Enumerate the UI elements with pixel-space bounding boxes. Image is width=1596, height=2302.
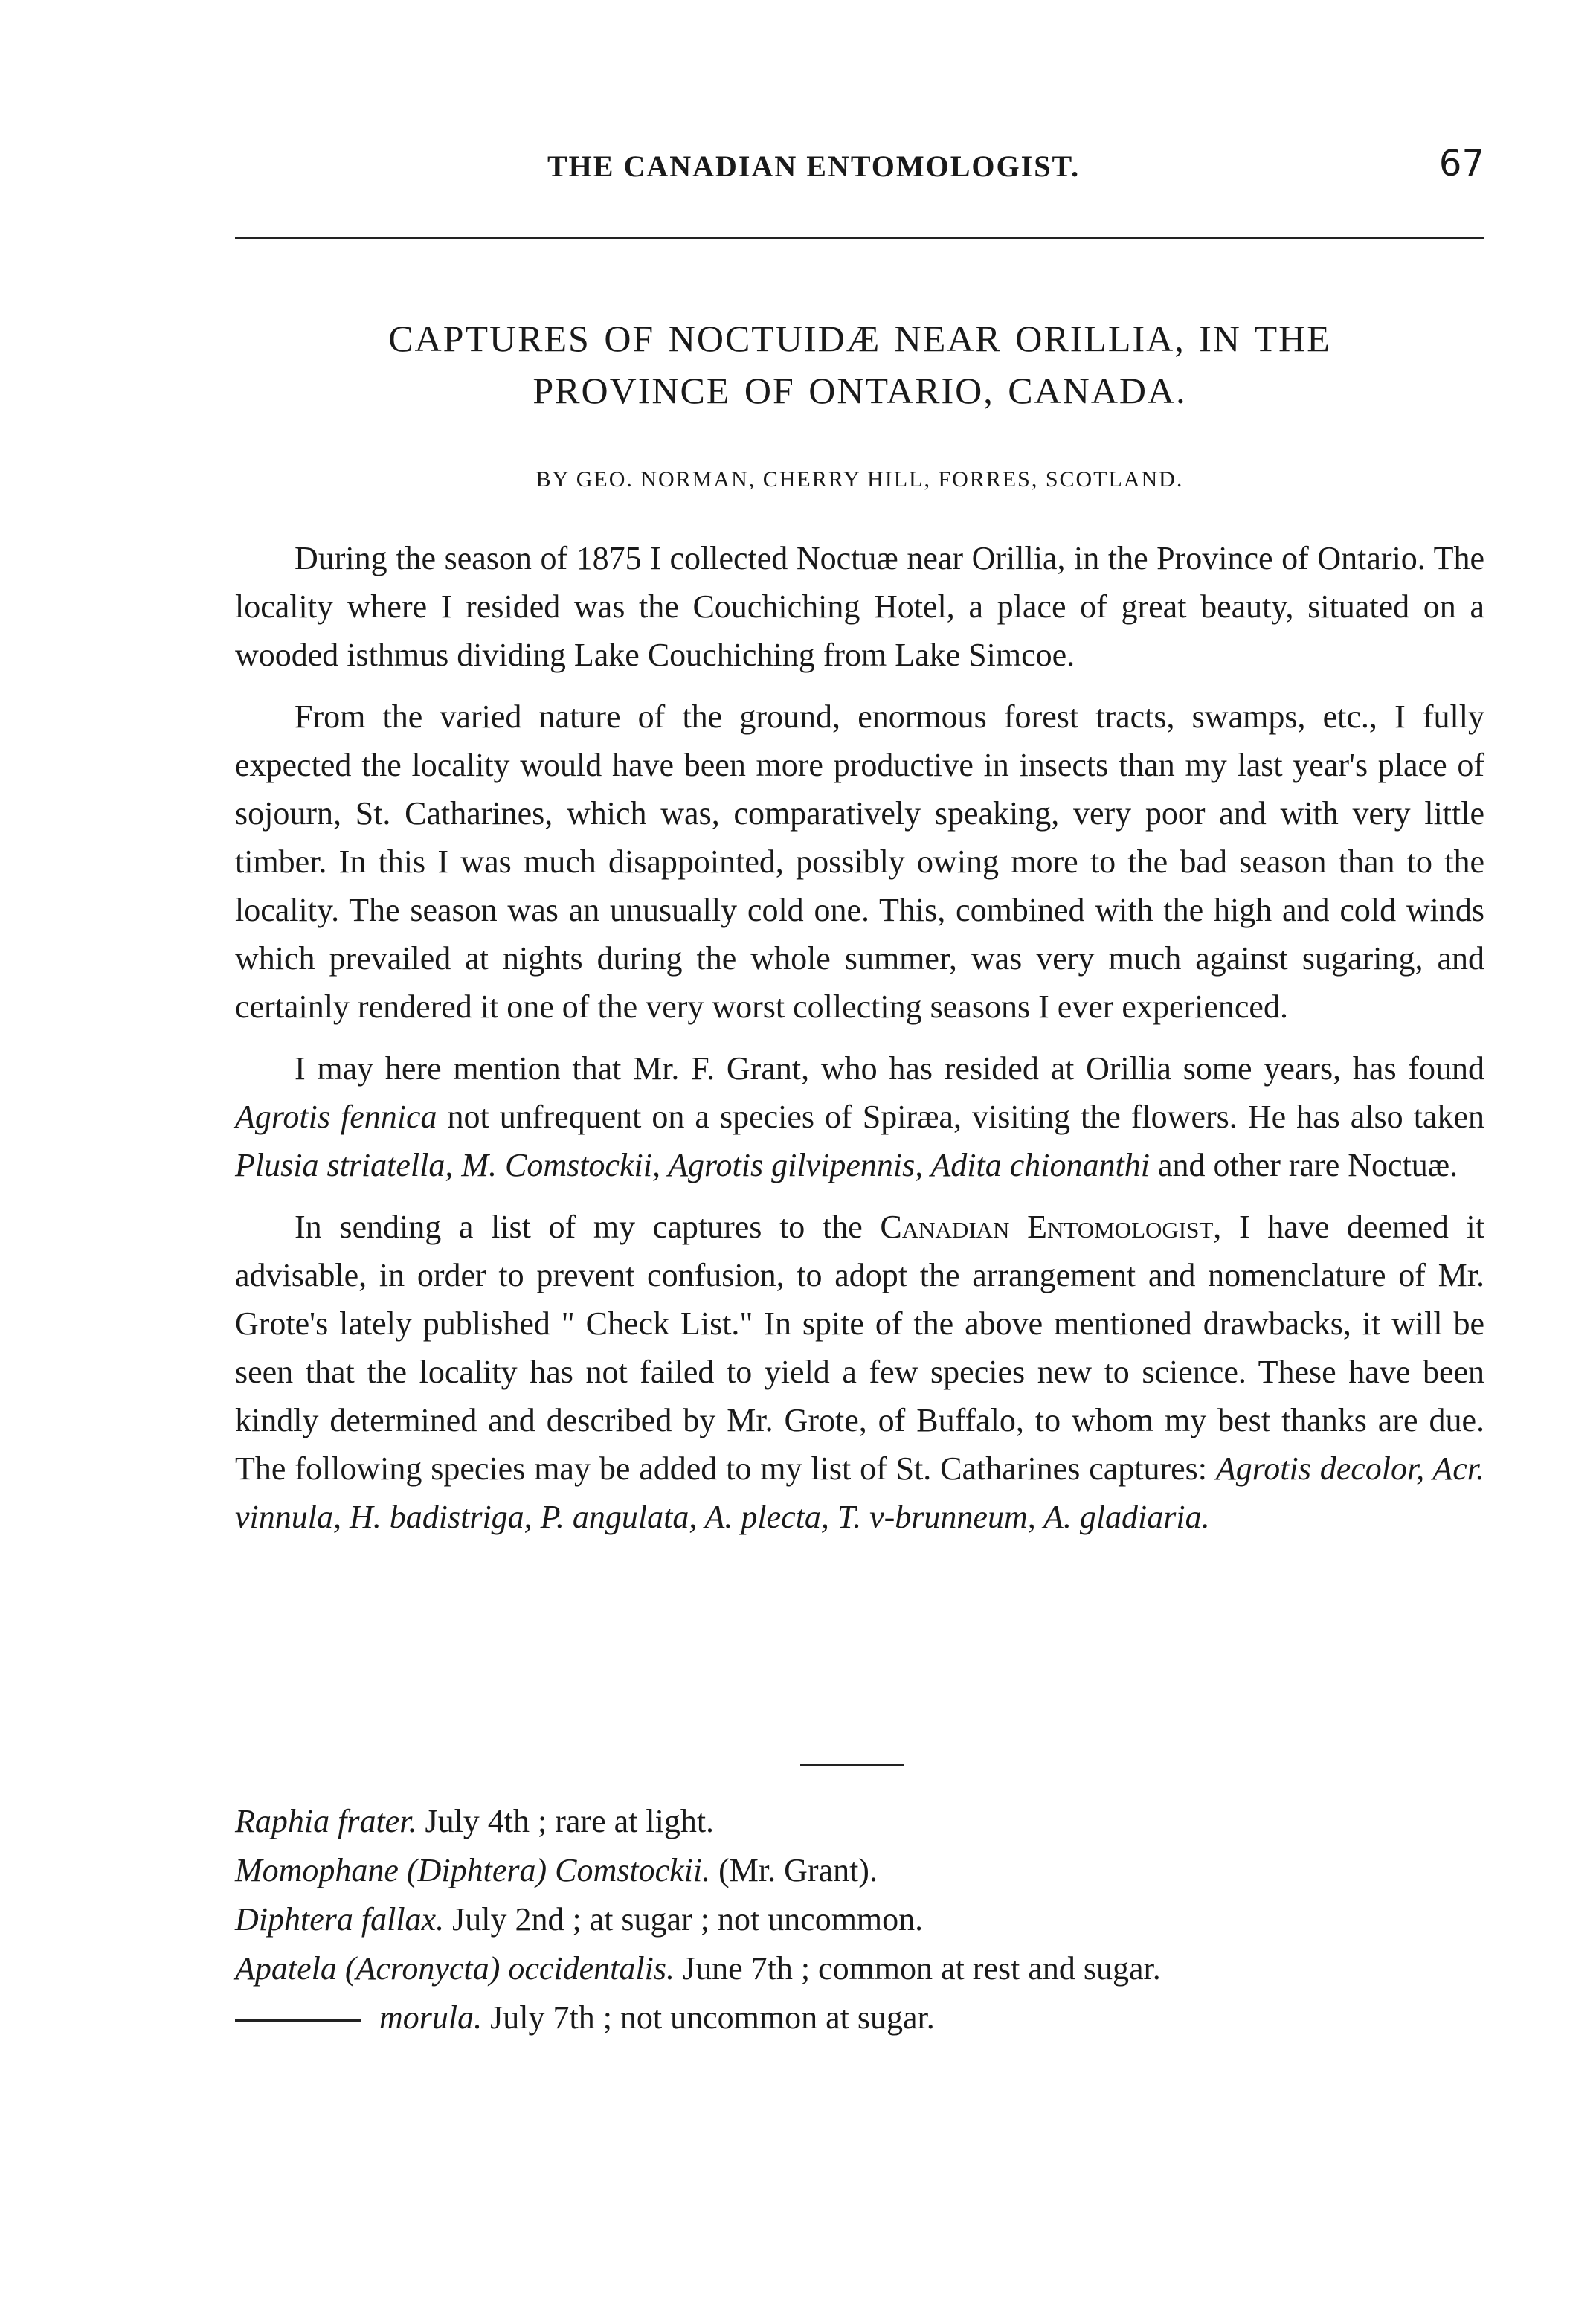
- byline: BY GEO. NORMAN, CHERRY HILL, FORRES, SCOTLAND.: [535, 467, 1184, 492]
- species-name: Momophane (Diphtera) Comstockii.: [235, 1852, 711, 1888]
- article-title: [235, 312, 1484, 417]
- page-number: 67: [1438, 143, 1484, 184]
- article-body: [235, 534, 1484, 1555]
- paragraph-3-text-1: I may here mention that Mr. F. Grant, who has resided at Orillia some years, has found: [295, 1050, 1484, 1087]
- ditto-dash: [235, 2019, 361, 2022]
- paragraph-4-text-1: In sending a list of my captures to the: [295, 1209, 881, 1245]
- paragraph-4: [235, 1203, 1484, 1541]
- species-name: Apatela (Acronycta) occidentalis.: [235, 1950, 675, 1987]
- paragraph-3: [235, 1044, 1484, 1189]
- paragraph-3-species-1: Agrotis fennica: [235, 1099, 437, 1135]
- paragraph-4-species: Agrotis decolor, Acr. vinnula, H. badistriga, P. angulata, A. plecta, T. v-brunneum, A. gladiaria.: [235, 1450, 1484, 1535]
- species-note: (Mr. Grant).: [710, 1852, 878, 1888]
- species-note: July 2nd ; at sugar ; not uncommon.: [444, 1901, 924, 1938]
- article-title-line-1: CAPTURES OF NOCTUIDÆ NEAR ORILLIA, IN THE: [388, 318, 1331, 359]
- header-rule: [235, 237, 1484, 239]
- species-item: [235, 1944, 1484, 1993]
- paragraph-4-text-2: , I have deemed it advisable, in order to prevent confusion, to adopt the arrangement and nomenclature of Mr. Grote's lately published " Check List." In spite of the above mentioned drawbacks, it will be seen that the locality has not failed to yield a few species new to science. These have been kindly determined and described by Mr. Grote, of Buffalo, to whom my best thanks are due. The following species may be added to my list of St. Catharines captures:: [235, 1209, 1484, 1487]
- section-divider: [800, 1764, 904, 1766]
- species-item: [235, 1993, 1484, 2042]
- species-item: [235, 1797, 1484, 1846]
- species-name: morula.: [379, 1999, 483, 2036]
- article-title-line-2: PROVINCE OF ONTARIO, CANADA.: [532, 370, 1187, 411]
- species-note: June 7th ; common at rest and sugar.: [674, 1950, 1161, 1987]
- species-name: Raphia frater.: [235, 1803, 417, 1839]
- species-item: [235, 1846, 1484, 1895]
- species-note: July 4th ; rare at light.: [416, 1803, 715, 1839]
- running-head: [235, 143, 1484, 193]
- species-note: July 7th ; not uncommon at sugar.: [482, 1999, 935, 2036]
- paragraph-3-text-3: and other rare Noctuæ.: [1149, 1147, 1458, 1183]
- paragraph-2: From the varied nature of the ground, enormous forest tracts, swamps, etc., I fully expected the locality would have been more productive in insects than my last year's place of sojourn, St. Catharines, which was, comparatively speaking, very poor and with very little timber. In this I was much disappointed, possibly owing more to the bad season than to the locality. The season was an unusually cold one. This, combined with the high and cold winds which prevailed at nights during the whole summer, was very much against sugaring, and certainly rendered it one of the very worst collecting seasons I ever experienced.: [235, 698, 1484, 1025]
- paragraph-4-journal-name: Canadian Entomologist: [880, 1209, 1214, 1245]
- journal-title: THE CANADIAN ENTOMOLOGIST.: [547, 149, 1081, 183]
- species-item: [235, 1895, 1484, 1944]
- paragraph-3-species-2: Plusia striatella, M. Comstockii, Agrotis gilvipennis, Adita chionanthi: [235, 1147, 1150, 1183]
- paragraph-1: During the season of 1875 I collected Noctuæ near Orillia, in the Province of Ontario. The locality where I resided was the Couchiching Hotel, a place of great beauty, situated on a wooded isthmus dividing Lake Couchiching from Lake Simcoe.: [235, 540, 1484, 673]
- species-list: [235, 1797, 1484, 2042]
- species-name: Diphtera fallax.: [235, 1901, 445, 1938]
- paragraph-3-text-2: not unfrequent on a species of Spiræa, visiting the flowers. He has also taken: [437, 1099, 1484, 1135]
